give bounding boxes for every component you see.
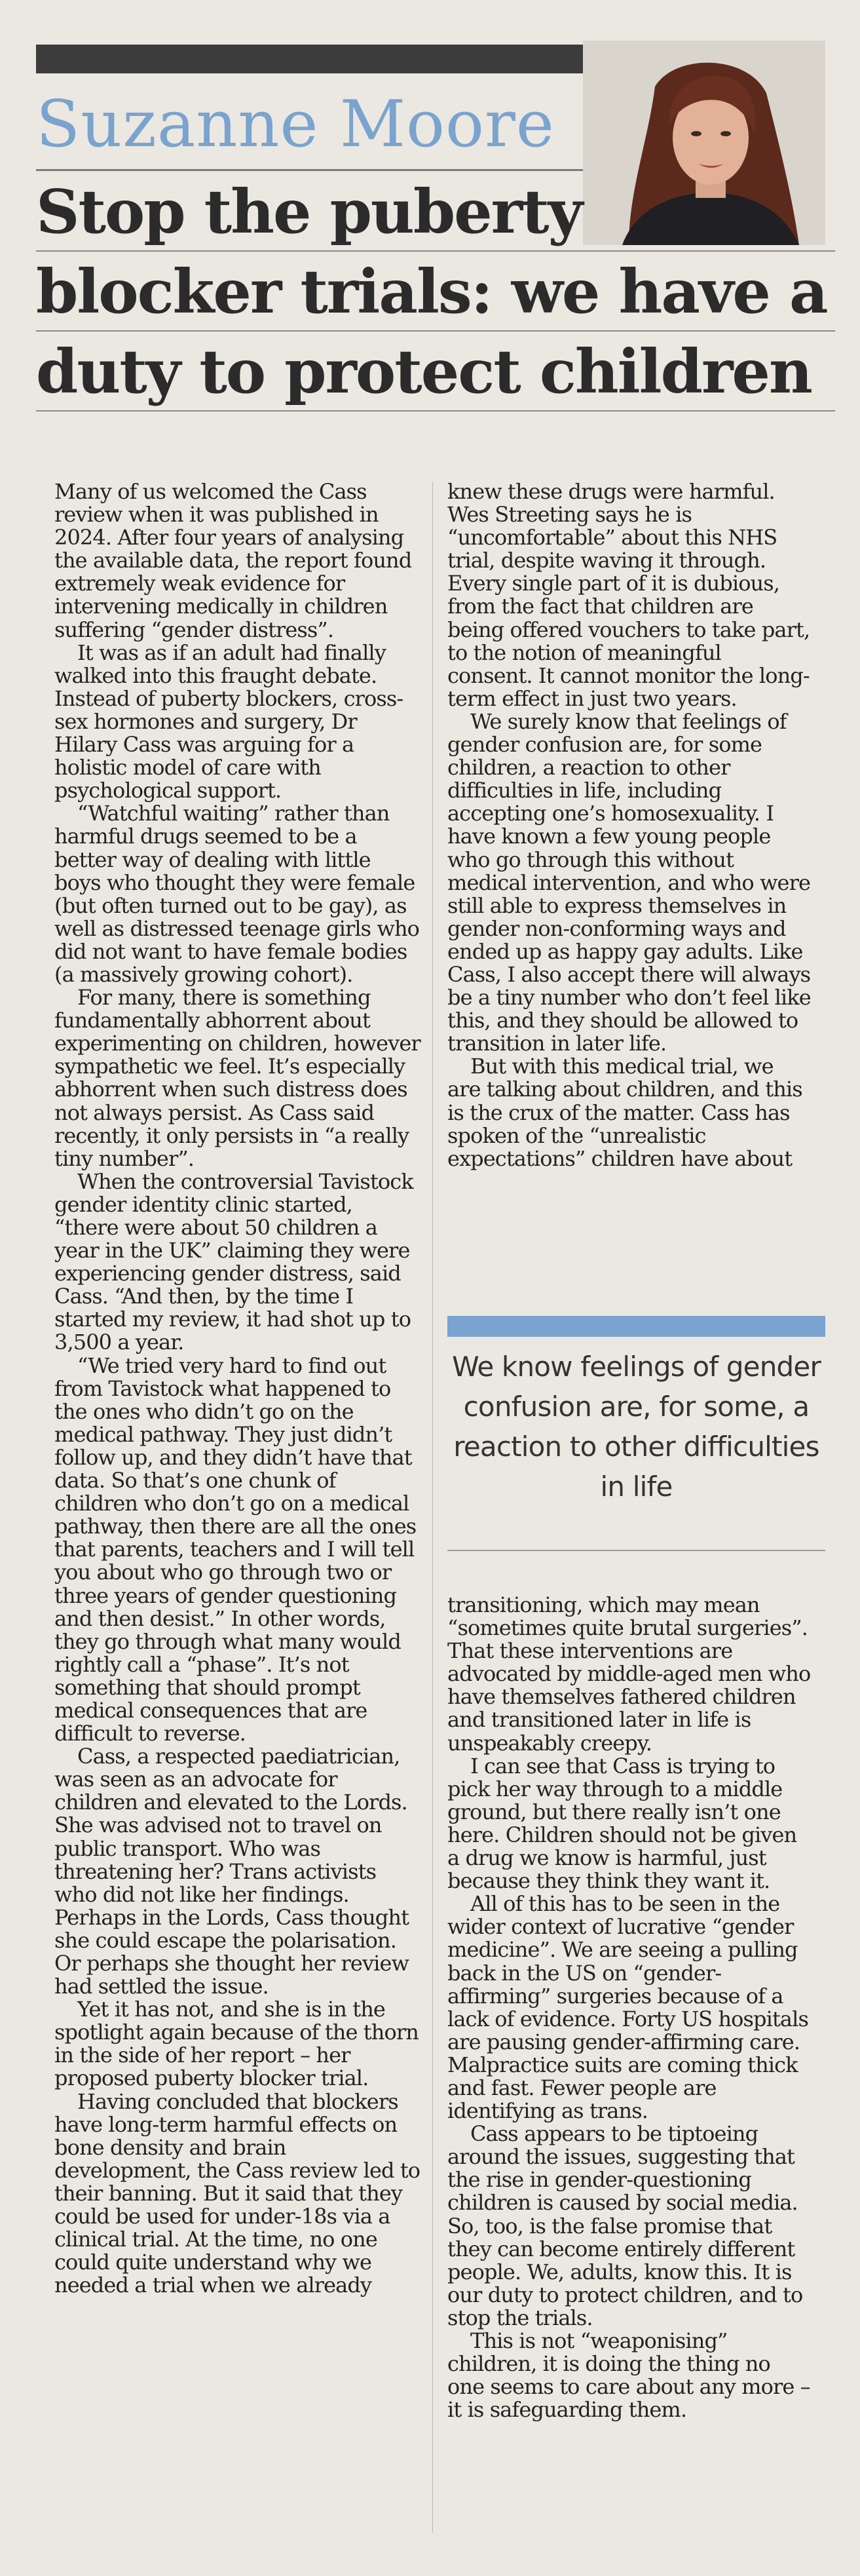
byline-rule	[36, 169, 583, 171]
paragraph: Cass appears to be tiptoeing around the issues, suggesting that the rise in gender-questioning children is caused by social media. So, too, is the false promise that they can become entirely different people. We, adults, know this. It is our duty to protect children, and to stop the trials.	[447, 2121, 803, 2330]
paragraph: It was as if an adult had finally walked into this fraught debate. Instead of puberty blockers, cross-sex hormones and surgery, Dr Hilary Cass was arguing for a holistic model of care with psychological support.	[54, 640, 403, 803]
pull-quote-bar	[447, 1316, 825, 1337]
paragraph: Having concluded that blockers have long-term harmful effects on bone density and brain development, the Cass review led to their banning. But it said that they could be used for under-18s via a clinical trial. At the time, no one could quite understand why we needed a trial when we already	[54, 2088, 421, 2298]
paragraph: For many, there is something fundamentally abhorrent about experimenting on children, however sympathetic we feel. It’s especially abhorrent when such distress does not always persist. As Cass said recently, it only persists in “a really tiny number”.	[54, 985, 421, 1171]
paragraph: I can see that Cass is trying to pick her way through to a middle ground, but there really isn’t one here. Children should not be given a drug we know is harmful, just because they think they want it.	[447, 1753, 797, 1894]
headline-line: duty to protect children	[36, 332, 835, 412]
paragraph: transitioning, which may mean “sometimes quite brutal surgeries”. That these interventions are advocated by middle-aged men who have themselves fathered children and transitioned later in life is unspeakably creepy.	[447, 1592, 811, 1756]
paragraph: “We tried very hard to find out from Tavistock what happened to the ones who didn’t go on the medical pathway. They just didn’t follow up, and they didn’t have that data. So that’s one chunk of children who don’t go on a medical pathway, then there are all the ones that parents, teachers and I will tell you about who go through two or three years of gender questioning and then desist.” In other words, they go through what many would rightly call a “phase”. It’s not something that should prompt medical consequences that are difficult to reverse.	[54, 1353, 417, 1746]
article-column-left	[54, 480, 421, 2297]
paragraph: Cass, a respected paediatrician, was seen as an advocate for children and elevated to the Lords. She was advised not to travel on public transport. Who was threatening her? Trans activists who did not like her findings. Perhaps in the Lords, Cass thought she could escape the polarisation. Or perhaps she thought her review had settled the issue.	[54, 1744, 409, 1999]
article-column-right-top	[447, 480, 811, 1170]
paragraph: knew these drugs were harmful. Wes Streeting says he is “uncomfortable” about this NHS trial, despite waving it through. Every single part of it is dubious, from the fact that children are being offered vouchers to take part, to the notion of meaningful consent. It cannot monitor the long-term effect in just two years.	[447, 479, 810, 711]
paragraph: Yet it has not, and she is in the spotlight again because of the thorn in the side of her report – her proposed puberty blocker trial.	[54, 1997, 419, 2091]
article-column-right-bottom	[447, 1594, 811, 2421]
paragraph: But with this medical trial, we are talking about children, and this is the crux of the matter. Cass has spoken of the “unrealistic expectations” children have about	[447, 1054, 802, 1171]
pull-quote: We know feelings of gender confusion are, for some, a reaction to other difficulties in life	[452, 1351, 821, 1503]
paragraph: Many of us welcomed the Cass review when it was published in 2024. After four years of analysing the available data, the report found extremely weak evidence for intervening medically in children suffering “gender distress”.	[54, 479, 412, 642]
byline: Suzanne Moore	[36, 87, 555, 162]
paragraph: When the controversial Tavistock gender identity clinic started, “there were about 50 children a year in the UK” claiming they were experiencing gender distress, said Cass. “And then, by the time I started my review, it had shot up to 3,500 a year.	[54, 1168, 413, 1355]
column-divider	[432, 482, 433, 2533]
headline-line: blocker trials: we have a	[36, 252, 835, 332]
headline	[36, 172, 835, 412]
pull-quote-rule	[447, 1550, 825, 1551]
paragraph: All of this has to be seen in the wider context of lucrative “gender medicine”. We are seeing a pulling back in the US on “gender-affirming” surgeries because of a lack of evidence. Forty US hospitals are pausing gender-affirming care. Malpractice suits are coming thick and fast. Fewer people are identifying as trans.	[447, 1891, 808, 2124]
paragraph: We surely know that feelings of gender confusion are, for some children, a reaction to other difficulties in life, including accepting one’s homosexuality. I have known a few young people who go through this without medical intervention, and who were still able to express themselves in gender non-conforming ways and ended up as happy gay adults. Like Cass, I also accept there will always be a tiny number who don’t feel like this, and they should be allowed to transition in later life.	[447, 708, 811, 1056]
headline-line: Stop the puberty	[36, 172, 835, 252]
paragraph: “Watchful waiting” rather than harmful drugs seemed to be a better way of dealing with little boys who thought they were female (but often turned out to be gay), as well as distressed teenage girls who did not want to have female bodies (a massively growing cohort).	[54, 801, 420, 987]
paragraph: This is not “weaponising” children, it is doing the thing no one seems to care about any more – it is safeguarding them.	[447, 2328, 810, 2423]
